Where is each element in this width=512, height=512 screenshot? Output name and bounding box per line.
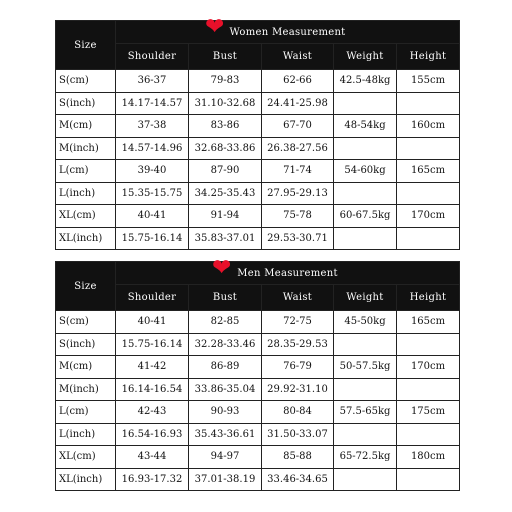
measurement-cell: 40-41 bbox=[116, 311, 189, 334]
size-header: Size bbox=[56, 262, 116, 311]
column-header-height: Height bbox=[397, 44, 460, 70]
measurement-cell: 60-67.5kg bbox=[334, 205, 397, 228]
measurement-cell: 75-78 bbox=[262, 205, 334, 228]
table-row bbox=[56, 378, 460, 401]
table-row bbox=[56, 423, 460, 446]
measurement-cell: 31.10-32.68 bbox=[189, 92, 262, 115]
measurement-cell bbox=[334, 227, 397, 250]
size-header: Size bbox=[56, 21, 116, 70]
measurement-cell: 29.53-30.71 bbox=[262, 227, 334, 250]
measurement-cell: 165cm bbox=[397, 160, 460, 183]
measurement-cell: 50-57.5kg bbox=[334, 356, 397, 379]
measurement-cell: 43-44 bbox=[116, 446, 189, 469]
measurement-cell: 42-43 bbox=[116, 401, 189, 424]
size-cell: L(inch) bbox=[56, 423, 116, 446]
size-cell: S(inch) bbox=[56, 333, 116, 356]
measurement-cell: 170cm bbox=[397, 205, 460, 228]
size-cell: M(inch) bbox=[56, 137, 116, 160]
measurement-cell: 16.54-16.93 bbox=[116, 423, 189, 446]
measurement-cell bbox=[334, 182, 397, 205]
size-cell: L(inch) bbox=[56, 182, 116, 205]
column-header-bust: Bust bbox=[189, 44, 262, 70]
size-cell: M(cm) bbox=[56, 356, 116, 379]
size-cell: M(cm) bbox=[56, 115, 116, 138]
measurement-cell: 79-83 bbox=[189, 70, 262, 93]
measurement-cell: 29.92-31.10 bbox=[262, 378, 334, 401]
measurement-cell: 42.5-48kg bbox=[334, 70, 397, 93]
measurement-cell: 14.17-14.57 bbox=[116, 92, 189, 115]
size-cell: S(cm) bbox=[56, 70, 116, 93]
table-row bbox=[56, 92, 460, 115]
measurement-cell: 40-41 bbox=[116, 205, 189, 228]
column-header-height: Height bbox=[397, 285, 460, 311]
table-row bbox=[56, 70, 460, 93]
column-header-weight: Weight bbox=[334, 44, 397, 70]
measurement-cell bbox=[334, 378, 397, 401]
measurement-cell: 36-37 bbox=[116, 70, 189, 93]
measurement-cell bbox=[334, 92, 397, 115]
measurement-cell: 37.01-38.19 bbox=[189, 468, 262, 491]
table-row bbox=[56, 137, 460, 160]
table-row bbox=[56, 311, 460, 334]
measurement-cell bbox=[334, 137, 397, 160]
measurement-cell: 24.41-25.98 bbox=[262, 92, 334, 115]
column-header-shoulder: Shoulder bbox=[116, 44, 189, 70]
measurement-cell: 80-84 bbox=[262, 401, 334, 424]
measurement-cell: 67-70 bbox=[262, 115, 334, 138]
measurement-cell: 15.75-16.14 bbox=[116, 227, 189, 250]
column-header-shoulder: Shoulder bbox=[116, 285, 189, 311]
women-size-chart bbox=[55, 14, 459, 250]
measurement-cell: 39-40 bbox=[116, 160, 189, 183]
measurement-cell: 32.68-33.86 bbox=[189, 137, 262, 160]
size-cell: XL(inch) bbox=[56, 468, 116, 491]
measurement-cell: 33.46-34.65 bbox=[262, 468, 334, 491]
measurement-cell bbox=[397, 333, 460, 356]
size-cell: S(inch) bbox=[56, 92, 116, 115]
column-header-waist: Waist bbox=[262, 44, 334, 70]
table-row bbox=[56, 160, 460, 183]
measurement-cell: 90-93 bbox=[189, 401, 262, 424]
measurement-cell: 41-42 bbox=[116, 356, 189, 379]
table-row bbox=[56, 401, 460, 424]
heart-icon: ❤ bbox=[205, 14, 225, 40]
measurement-cell: 160cm bbox=[397, 115, 460, 138]
measurement-cell bbox=[397, 423, 460, 446]
men-measurement-table bbox=[55, 261, 460, 491]
column-header-bust: Bust bbox=[189, 285, 262, 311]
measurement-cell: 62-66 bbox=[262, 70, 334, 93]
size-cell: XL(cm) bbox=[56, 205, 116, 228]
column-header-weight: Weight bbox=[334, 285, 397, 311]
measurement-cell: 86-89 bbox=[189, 356, 262, 379]
measurement-cell: 31.50-33.07 bbox=[262, 423, 334, 446]
measurement-cell: 14.57-14.96 bbox=[116, 137, 189, 160]
measurement-cell: 170cm bbox=[397, 356, 460, 379]
size-cell: S(cm) bbox=[56, 311, 116, 334]
size-cell: L(cm) bbox=[56, 401, 116, 424]
table-row bbox=[56, 333, 460, 356]
measurement-cell: 32.28-33.46 bbox=[189, 333, 262, 356]
table-row bbox=[56, 182, 460, 205]
measurement-cell bbox=[397, 378, 460, 401]
measurement-cell: 76-79 bbox=[262, 356, 334, 379]
men-table-title: Men Measurement bbox=[116, 262, 460, 285]
women-measurement-table bbox=[55, 20, 460, 250]
measurement-cell bbox=[397, 92, 460, 115]
column-header-waist: Waist bbox=[262, 285, 334, 311]
size-cell: L(cm) bbox=[56, 160, 116, 183]
measurement-cell: 26.38-27.56 bbox=[262, 137, 334, 160]
measurement-cell bbox=[334, 423, 397, 446]
measurement-cell: 16.14-16.54 bbox=[116, 378, 189, 401]
measurement-cell bbox=[334, 468, 397, 491]
table-row bbox=[56, 356, 460, 379]
measurement-cell bbox=[397, 227, 460, 250]
measurement-cell: 54-60kg bbox=[334, 160, 397, 183]
measurement-cell: 180cm bbox=[397, 446, 460, 469]
measurement-cell: 48-54kg bbox=[334, 115, 397, 138]
table-row bbox=[56, 115, 460, 138]
size-cell: XL(inch) bbox=[56, 227, 116, 250]
size-cell: M(inch) bbox=[56, 378, 116, 401]
measurement-cell: 37-38 bbox=[116, 115, 189, 138]
measurement-cell: 82-85 bbox=[189, 311, 262, 334]
measurement-cell: 35.43-36.61 bbox=[189, 423, 262, 446]
women-table-title: Women Measurement bbox=[116, 21, 460, 44]
measurement-cell: 71-74 bbox=[262, 160, 334, 183]
measurement-cell: 35.83-37.01 bbox=[189, 227, 262, 250]
measurement-cell bbox=[397, 182, 460, 205]
measurement-cell: 65-72.5kg bbox=[334, 446, 397, 469]
measurement-cell: 15.35-15.75 bbox=[116, 182, 189, 205]
measurement-cell: 94-97 bbox=[189, 446, 262, 469]
men-size-chart bbox=[55, 255, 459, 491]
heart-icon: ❤ bbox=[212, 255, 232, 281]
measurement-cell: 57.5-65kg bbox=[334, 401, 397, 424]
measurement-cell: 83-86 bbox=[189, 115, 262, 138]
measurement-cell: 72-75 bbox=[262, 311, 334, 334]
table-row bbox=[56, 468, 460, 491]
measurement-cell: 34.25-35.43 bbox=[189, 182, 262, 205]
measurement-cell: 155cm bbox=[397, 70, 460, 93]
table-row bbox=[56, 446, 460, 469]
table-row bbox=[56, 227, 460, 250]
measurement-cell: 28.35-29.53 bbox=[262, 333, 334, 356]
measurement-cell: 85-88 bbox=[262, 446, 334, 469]
size-cell: XL(cm) bbox=[56, 446, 116, 469]
measurement-cell: 91-94 bbox=[189, 205, 262, 228]
measurement-cell: 45-50kg bbox=[334, 311, 397, 334]
measurement-cell: 87-90 bbox=[189, 160, 262, 183]
measurement-cell: 15.75-16.14 bbox=[116, 333, 189, 356]
measurement-cell: 33.86-35.04 bbox=[189, 378, 262, 401]
measurement-cell: 165cm bbox=[397, 311, 460, 334]
measurement-cell bbox=[334, 333, 397, 356]
measurement-cell: 175cm bbox=[397, 401, 460, 424]
measurement-cell: 27.95-29.13 bbox=[262, 182, 334, 205]
table-row bbox=[56, 205, 460, 228]
measurement-cell: 16.93-17.32 bbox=[116, 468, 189, 491]
measurement-cell bbox=[397, 137, 460, 160]
measurement-cell bbox=[397, 468, 460, 491]
